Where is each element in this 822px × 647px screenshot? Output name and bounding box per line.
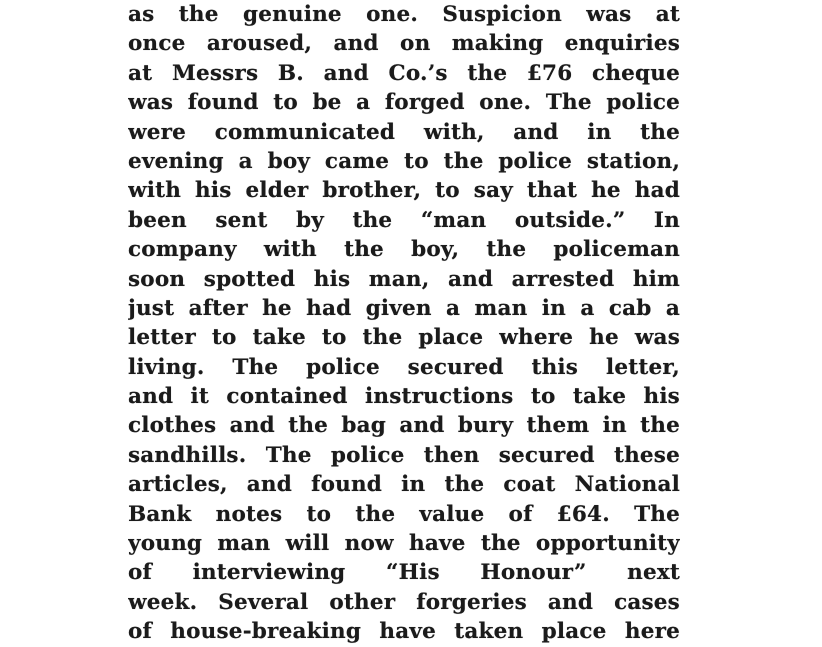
text-line: were communicated with, and in the xyxy=(128,119,680,145)
article-column xyxy=(128,0,680,647)
text-line: company with the boy, the policeman xyxy=(128,237,680,263)
text-line: as the genuine one. Suspicion was at xyxy=(128,2,680,27)
text-line: once aroused, and on making enquiries xyxy=(128,31,680,57)
text-line: been sent by the “man outside.” In xyxy=(128,207,680,233)
text-line: soon spotted his man, and arrested him xyxy=(128,266,680,292)
text-line: living. The police secured this letter, xyxy=(128,354,680,380)
text-line: at Messrs B. and Co.’s the £76 cheque xyxy=(128,60,680,86)
text-line: just after he had given a man in a cab a xyxy=(128,295,680,321)
text-line: Bank notes to the value of £64. The xyxy=(128,501,680,527)
text-line: with his elder brother, to say that he had xyxy=(128,178,680,204)
text-line: of house-breaking have taken place here xyxy=(128,619,680,645)
text-line: clothes and the bag and bury them in the xyxy=(128,413,680,439)
text-line: sandhills. The police then secured these xyxy=(128,442,680,468)
text-line: and it contained instructions to take his xyxy=(128,384,680,410)
text-line: letter to take to the place where he was xyxy=(128,325,680,351)
text-line: was found to be a forged one. The police xyxy=(128,90,680,116)
text-line: young man will now have the opportunity xyxy=(128,531,680,557)
text-line: week. Several other forgeries and cases xyxy=(128,589,680,615)
text-line: of interviewing “His Honour” next xyxy=(128,560,680,586)
text-line: articles, and found in the coat National xyxy=(128,472,680,498)
text-line: evening a boy came to the police station, xyxy=(128,148,680,174)
